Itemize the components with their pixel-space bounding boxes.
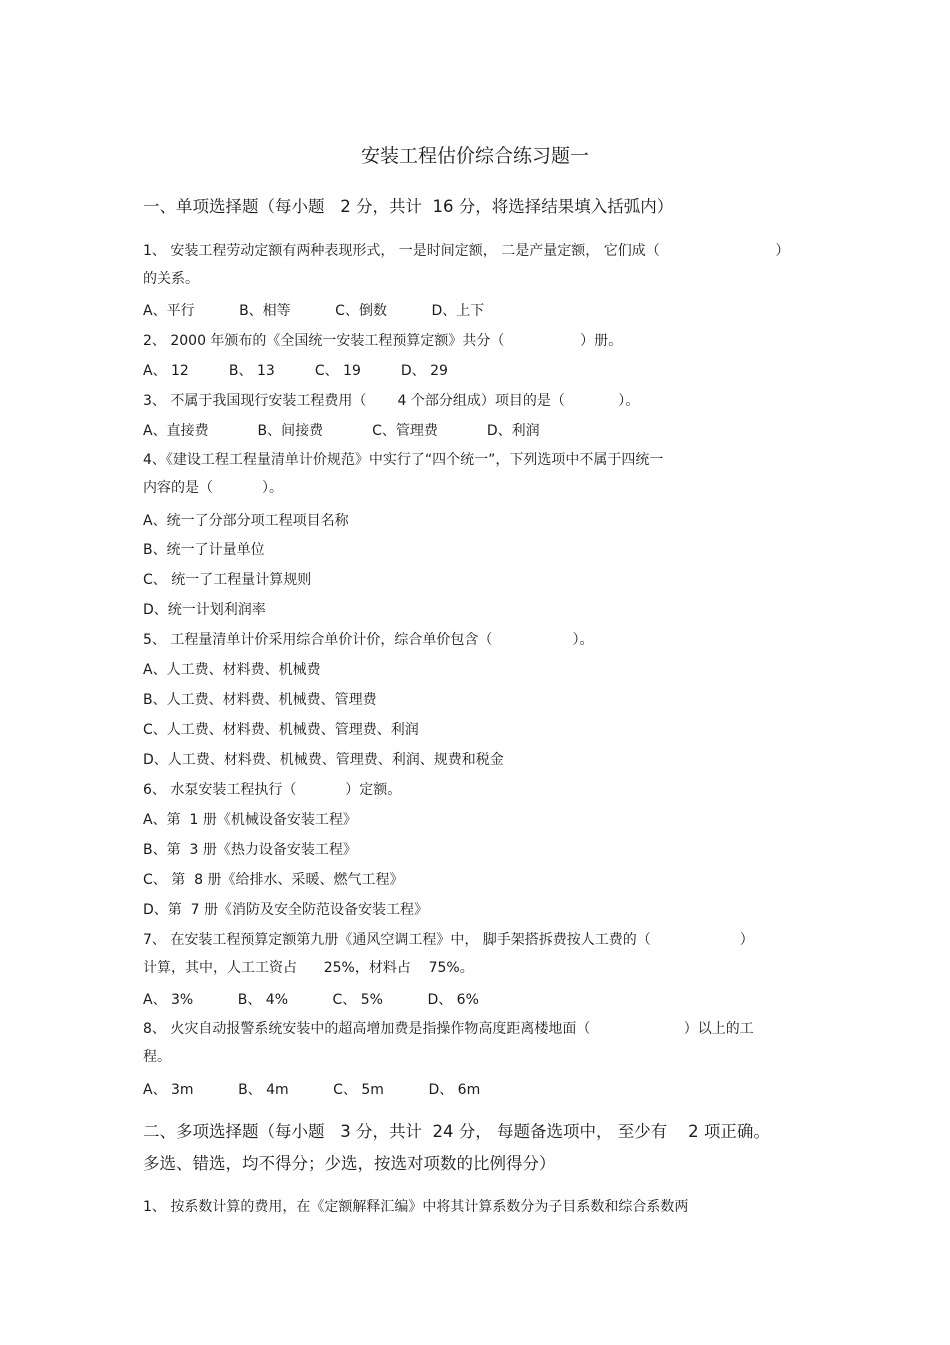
question-7-stem-line-2: 计算，其中，人工工资占 25%，材料占 75%。 xyxy=(143,960,474,976)
section-1-heading: 一、单项选择题（每小题 2 分，共计 16 分，将选择结果填入括弧内） xyxy=(143,197,674,216)
question-1-stem-line-1: 1、 安装工程劳动定额有两种表现形式， 一是时间定额， 二是产量定额， 它们成（ ） xyxy=(143,243,790,259)
page-title: 安装工程估价综合练习题一 xyxy=(360,145,589,167)
question-5-option-c: C、人工费、材料费、机械费、管理费、利润 xyxy=(143,722,419,738)
question-4-option-d: D、统一计划利润率 xyxy=(143,602,266,618)
question-4-stem-line-1: 4、《建设工程工程量清单计价规范》中实行了“四个统一”，下列选项中不属于四统一 xyxy=(143,452,664,468)
question-5-stem: 5、 工程量清单计价采用综合单价计价，综合单价包含（ ）。 xyxy=(143,632,594,648)
question-7-stem-line-1: 7、 在安装工程预算定额第九册《通风空调工程》中， 脚手架搭拆费按人工费的（ ） xyxy=(143,932,754,948)
question-3-options: A、直接费 B、间接费 C、管理费 D、利润 xyxy=(143,423,540,439)
question-4-stem-line-2: 内容的是（ ）。 xyxy=(143,480,283,496)
question-8-stem-line-1: 8、 火灾自动报警系统安装中的超高增加费是指操作物高度距离楼地面（ ）以上的工 xyxy=(143,1021,754,1037)
question-6-option-b: B、第 3 册《热力设备安装工程》 xyxy=(143,842,357,858)
multi-question-1-stem: 1、 按系数计算的费用，在《定额解释汇编》中将其计算系数分为子目系数和综合系数两 xyxy=(143,1199,689,1215)
question-6-stem: 6、 水泵安装工程执行（ ）定额。 xyxy=(143,782,402,798)
question-1-stem-line-2: 的关系。 xyxy=(143,271,199,287)
question-7-options: A、 3% B、 4% C、 5% D、 6% xyxy=(143,992,479,1008)
question-1-options: A、平行 B、相等 C、倒数 D、上下 xyxy=(143,303,485,319)
question-2-options: A、 12 B、 13 C、 19 D、 29 xyxy=(143,363,448,379)
question-4-option-a: A、统一了分部分项工程项目名称 xyxy=(143,513,349,529)
section-2-heading-line-1: 二、多项选择题（每小题 3 分，共计 24 分， 每题备选项中， 至少有 2 项正确。 xyxy=(143,1122,770,1141)
question-6-option-d: D、第 7 册《消防及安全防范设备安装工程》 xyxy=(143,902,429,918)
question-6-option-a: A、第 1 册《机械设备安装工程》 xyxy=(143,812,357,828)
question-5-option-a: A、人工费、材料费、机械费 xyxy=(143,662,321,678)
question-5-option-b: B、人工费、材料费、机械费、管理费 xyxy=(143,692,377,708)
question-4-option-c: C、 统一了工程量计算规则 xyxy=(143,572,312,588)
question-2-stem: 2、 2000 年颁布的《全国统一安装工程预算定额》共分（ ）册。 xyxy=(143,333,623,349)
question-3-stem: 3、 不属于我国现行安装工程费用（ 4 个部分组成）项目的是（ ）。 xyxy=(143,393,640,409)
section-2-heading-line-2: 多选、错选，均不得分；少选，按选对项数的比例得分） xyxy=(143,1154,556,1173)
question-4-option-b: B、统一了计量单位 xyxy=(143,542,265,558)
question-5-option-d: D、人工费、材料费、机械费、管理费、利润、规费和税金 xyxy=(143,752,504,768)
question-6-option-c: C、 第 8 册《给排水、采暖、燃气工程》 xyxy=(143,872,404,888)
question-8-stem-line-2: 程。 xyxy=(143,1049,171,1065)
question-8-options: A、 3m B、 4m C、 5m D、 6m xyxy=(143,1082,481,1098)
